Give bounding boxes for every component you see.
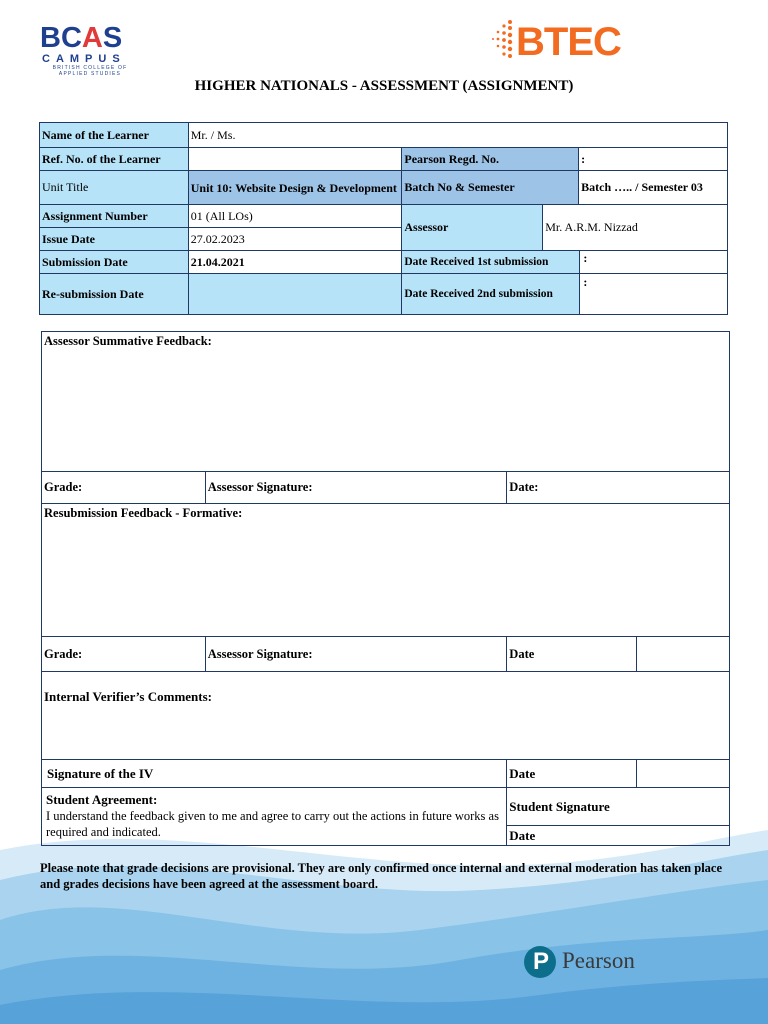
iv-signature-label: Signature of the IV	[42, 760, 507, 788]
issue-date-value: 27.02.2023	[188, 228, 402, 251]
batch-value: Batch ….. / Semester 03	[579, 171, 728, 205]
assessor-value: Mr. A.R.M. Nizzad	[543, 205, 728, 251]
student-signature-label: Student Signature	[507, 788, 730, 826]
wave-background	[0, 820, 768, 1024]
name-value: Mr. / Ms.	[188, 123, 727, 148]
assignment-info-table	[39, 122, 728, 315]
received2-row	[402, 274, 728, 315]
received2-value: :	[579, 274, 727, 314]
assessor-signature2-label: Assessor Signature:	[205, 637, 507, 672]
iv-comments-box: Internal Verifier’s Comments:	[42, 672, 730, 760]
assessor-signature1-label: Assessor Signature:	[205, 472, 507, 504]
grade2-label: Grade:	[42, 637, 206, 672]
assignment-number-label: Assignment Number	[40, 205, 189, 228]
bcas-campus-logo: BCAS CAMPUS BRITISH COLLEGE OF APPLIED STUDIES	[40, 22, 128, 77]
submission-date-label: Submission Date	[40, 251, 189, 274]
btec-logo: BTEC	[488, 16, 648, 68]
unit-title-value: Unit 10: Website Design & Development	[188, 171, 402, 205]
summative-feedback-box: Assessor Summative Feedback:	[42, 332, 730, 472]
moderation-note: Please note that grade decisions are provisional. They are only confirmed once internal and external moderation has taken place and grades decisions have been agreed at the assessment board.	[40, 861, 723, 891]
page-title: HIGHER NATIONALS - ASSESSMENT (ASSIGNMENT)	[194, 78, 574, 94]
pearson-regd-value: :	[579, 148, 728, 171]
pearson-regd-label: Pearson Regd. No.	[402, 148, 579, 171]
date1-label: Date:	[507, 472, 730, 504]
grade1-label: Grade:	[42, 472, 206, 504]
name-label: Name of the Learner	[40, 123, 189, 148]
received1-row	[402, 251, 728, 274]
student-agreement-box	[42, 788, 507, 846]
resubmission-date-label: Re-submission Date	[40, 274, 189, 315]
submission-date-value: 21.04.2021	[188, 251, 402, 274]
ref-label: Ref. No. of the Learner	[40, 148, 189, 171]
date2-value	[637, 637, 730, 672]
resubmission-date-value	[188, 274, 402, 315]
student-date-label: Date	[507, 826, 730, 846]
iv-date-label: Date	[507, 760, 637, 788]
batch-label: Batch No & Semester	[402, 171, 579, 205]
date2-label: Date	[507, 637, 637, 672]
student-agreement-text: I understand the feedback given to me and agree to carry out the actions in future works as required and indicated.	[46, 809, 499, 839]
feedback-table	[41, 331, 730, 846]
received1-label: Date Received 1st submission	[404, 256, 549, 268]
student-agreement-title: Student Agreement:	[46, 792, 158, 807]
unit-title-label: Unit Title	[40, 171, 189, 205]
pearson-logo: P Pearson	[524, 944, 654, 980]
received2-label: Date Received 2nd submission	[404, 288, 553, 300]
received1-value: :	[579, 251, 727, 273]
resubmission-feedback-box: Resubmission Feedback - Formative:	[42, 504, 730, 637]
issue-date-label: Issue Date	[40, 228, 189, 251]
assignment-number-value: 01 (All LOs)	[188, 205, 402, 228]
iv-date-value	[637, 760, 730, 788]
ref-value	[188, 148, 402, 171]
assessor-label: Assessor	[402, 205, 543, 251]
